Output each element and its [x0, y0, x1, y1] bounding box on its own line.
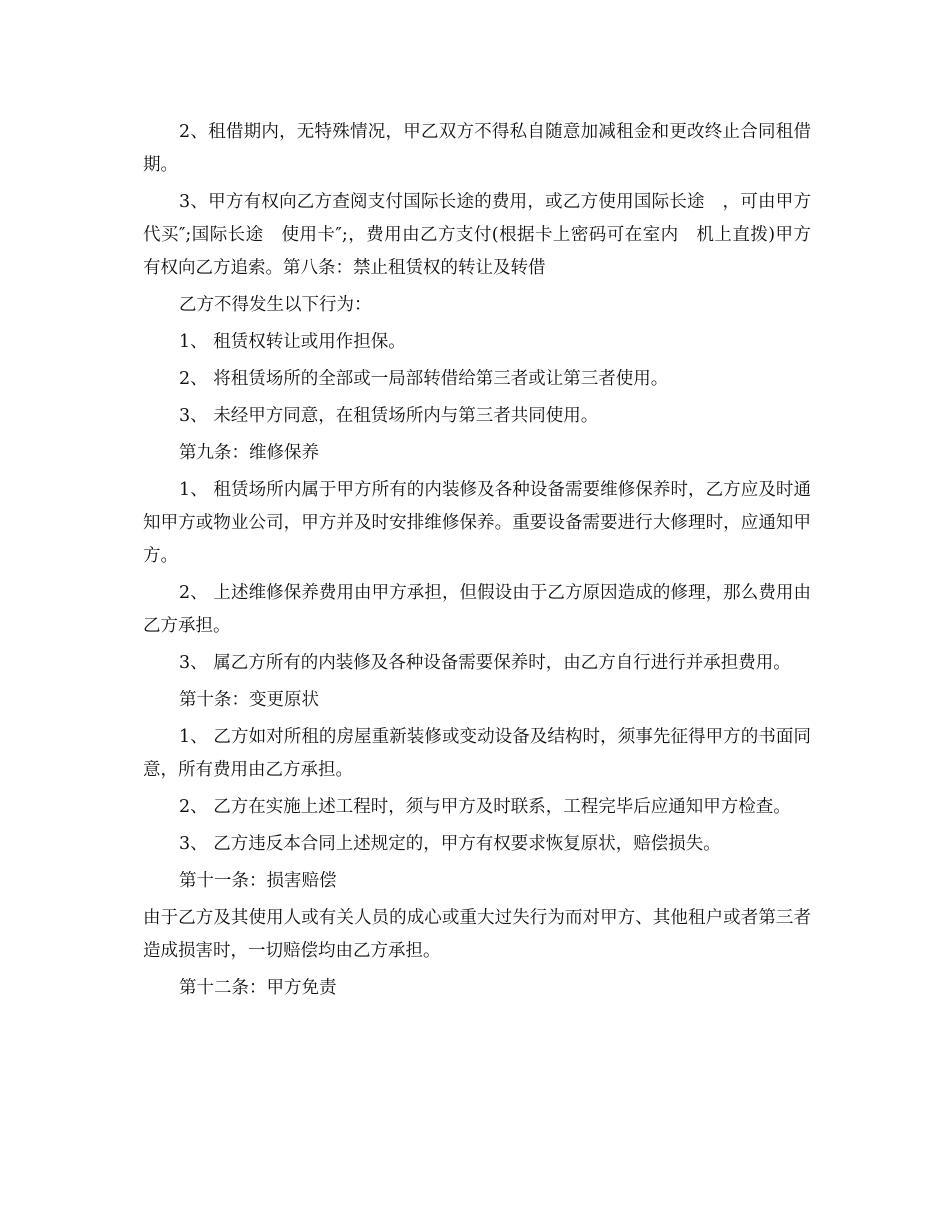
clause-item: 3、 未经甲方同意，在租赁场所内与第三者共同使用。	[179, 406, 599, 426]
section-heading: 第十二条：甲方免责	[179, 978, 337, 998]
section-heading: 第十一条：损害赔偿	[179, 871, 337, 891]
clause-paragraph: 2、租借期内，无特殊情况，甲乙双方不得私自随意加减租金和更改终止合同租借期。	[143, 122, 811, 175]
clause-item: 2、 上述维修保养费用由甲方承担，但假设由于乙方原因造成的修理，那么费用由乙方承担。	[143, 583, 811, 636]
clause-item: 2、 将租赁场所的全部或一局部转借给第三者或让第三者使用。	[179, 369, 669, 389]
clause-item: 1、 租赁场所内属于甲方所有的内装修及各种设备需要维修保养时，乙方应及时通知甲方或物业公司，甲方并及时安排维修保养。重要设备需要进行大修理时，应通知甲方。	[143, 480, 811, 566]
section-heading: 第十条：变更原状	[179, 690, 319, 710]
clause-item: 3、 乙方违反本合同上述规定的，甲方有权要求恢复原状，赔偿损失。	[179, 834, 721, 854]
section-heading: 第九条：维修保养	[179, 443, 319, 463]
clause-paragraph: 3、甲方有权向乙方查阅支付国际长途的费用，或乙方使用国际长途 ，可由甲方代买″;国际长途 使用卡″;，费用由乙方支付(根据卡上密码可在室内 机上直拨)甲方有权向乙方追索。第八条：禁止租赁权的转让及转借	[143, 192, 811, 278]
clause-item: 2、 乙方在实施上述工程时，须与甲方及时联系，工程完毕后应通知甲方检查。	[179, 797, 791, 817]
clause-item: 1、 租赁权转让或用作担保。	[179, 332, 406, 352]
document-body	[143, 116, 811, 1005]
clause-item: 3、 属乙方所有的内装修及各种设备需要保养时，由乙方自行进行并承担费用。	[179, 653, 791, 673]
clause-item: 1、 乙方如对所租的房屋重新装修或变动设备及结构时，须事先征得甲方的书面同意，所有费用由乙方承担。	[143, 727, 811, 780]
clause-paragraph: 由于乙方及其使用人或有关人员的成心或重大过失行为而对甲方、其他租户或者第三者造成损害时，一切赔偿均由乙方承担。	[143, 908, 811, 961]
clause-paragraph: 乙方不得发生以下行为：	[179, 295, 372, 315]
